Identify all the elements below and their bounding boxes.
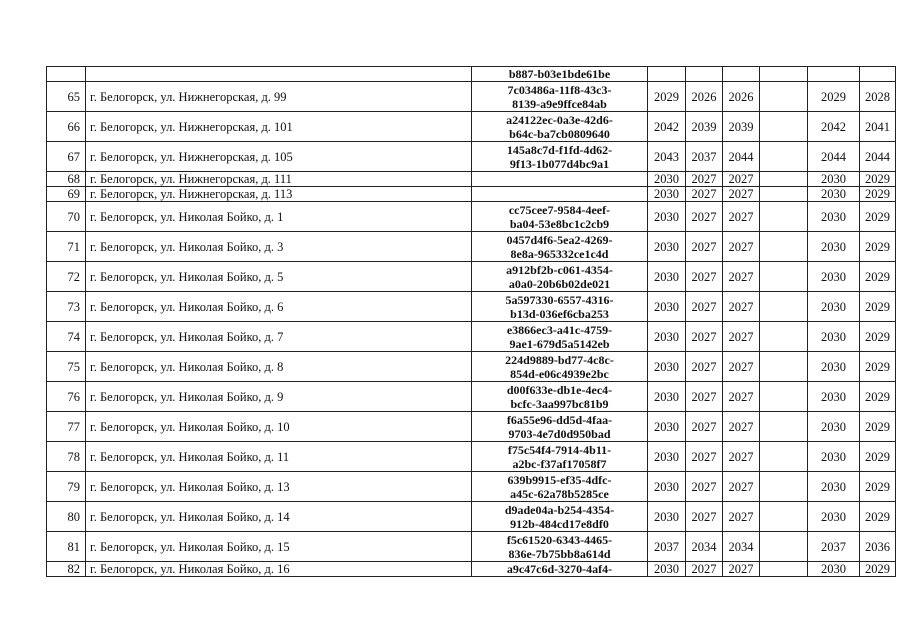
year-cell-5: 2030	[808, 292, 860, 322]
year-cell-2	[686, 67, 723, 82]
guid-cell	[472, 232, 648, 262]
year-cell-1: 2030	[648, 352, 686, 382]
table-row	[47, 502, 896, 532]
document-page	[46, 66, 896, 577]
year-cell-5: 2042	[808, 112, 860, 142]
year-cell-6: 2028	[860, 82, 896, 112]
year-cell-2: 2026	[686, 82, 723, 112]
guid-line-2: 9f13-1b077d4bc9a1	[509, 156, 610, 171]
row-number: 77	[47, 412, 86, 442]
year-cell-2: 2027	[686, 172, 723, 187]
guid-line-1: 0457d4f6-5ea2-4269-	[506, 232, 613, 247]
year-cell-2: 2027	[686, 382, 723, 412]
row-number: 67	[47, 142, 86, 172]
table-row	[47, 322, 896, 352]
year-cell-6: 2029	[860, 412, 896, 442]
year-cell-2: 2027	[686, 202, 723, 232]
guid-cell	[472, 82, 648, 112]
year-cell-1: 2030	[648, 322, 686, 352]
year-cell-3: 2027	[723, 382, 760, 412]
guid-line-2: 8e8a-965332ce1c4d	[510, 246, 609, 261]
row-number: 71	[47, 232, 86, 262]
year-cell-2: 2027	[686, 292, 723, 322]
table-row	[47, 562, 896, 577]
table-row	[47, 382, 896, 412]
address-cell: г. Белогорск, ул. Николая Бойко, д. 1	[86, 202, 472, 232]
year-cell-3: 2027	[723, 292, 760, 322]
guid-cell	[472, 292, 648, 322]
table-row	[47, 262, 896, 292]
guid-line-1: 639b9915-ef35-4dfc-	[507, 472, 612, 487]
row-number: 70	[47, 202, 86, 232]
year-cell-6: 2029	[860, 472, 896, 502]
guid-cell	[472, 202, 648, 232]
year-cell-5: 2030	[808, 172, 860, 187]
guid-line-1: 224d9889-bd77-4c8c-	[505, 352, 614, 367]
year-cell-2: 2034	[686, 532, 723, 562]
guid-line-2: 854d-e06c4939e2bc	[510, 366, 609, 381]
guid-line-1: 5a597330-6557-4316-	[505, 292, 614, 307]
year-cell-6: 2029	[860, 382, 896, 412]
year-cell-5: 2030	[808, 562, 860, 577]
row-number: 80	[47, 502, 86, 532]
year-cell-4	[760, 172, 808, 187]
year-cell-5: 2030	[808, 322, 860, 352]
address-cell	[86, 67, 472, 82]
year-cell-3: 2027	[723, 322, 760, 352]
year-cell-6: 2029	[860, 187, 896, 202]
year-cell-3: 2027	[723, 562, 760, 577]
year-cell-6: 2029	[860, 172, 896, 187]
row-number: 82	[47, 562, 86, 577]
guid-cell	[472, 562, 648, 577]
year-cell-2: 2037	[686, 142, 723, 172]
year-cell-4	[760, 292, 808, 322]
year-cell-1: 2030	[648, 472, 686, 502]
year-cell-3: 2039	[723, 112, 760, 142]
year-cell-2: 2027	[686, 442, 723, 472]
table-row	[47, 232, 896, 262]
year-cell-4	[760, 502, 808, 532]
guid-line-2: b13d-036ef6cba253	[510, 306, 609, 321]
row-number: 78	[47, 442, 86, 472]
year-cell-1: 2030	[648, 232, 686, 262]
guid-cell	[472, 502, 648, 532]
year-cell-5: 2030	[808, 232, 860, 262]
row-number: 73	[47, 292, 86, 322]
year-cell-4	[760, 67, 808, 82]
guid-line-1: a912bf2b-c061-4354-	[506, 262, 613, 277]
year-cell-1: 2037	[648, 532, 686, 562]
houses-table	[46, 66, 896, 577]
year-cell-3: 2027	[723, 262, 760, 292]
row-number: 81	[47, 532, 86, 562]
year-cell-2: 2039	[686, 112, 723, 142]
year-cell-1: 2030	[648, 412, 686, 442]
year-cell-4	[760, 202, 808, 232]
year-cell-6: 2041	[860, 112, 896, 142]
guid-cell	[472, 442, 648, 472]
year-cell-1: 2042	[648, 112, 686, 142]
year-cell-2: 2027	[686, 472, 723, 502]
address-cell: г. Белогорск, ул. Нижнегорская, д. 105	[86, 142, 472, 172]
year-cell-1	[648, 67, 686, 82]
row-number: 65	[47, 82, 86, 112]
year-cell-3: 2027	[723, 232, 760, 262]
table-row	[47, 172, 896, 187]
year-cell-4	[760, 352, 808, 382]
guid-line-2: a45c-62a78b5285ce	[510, 486, 609, 501]
year-cell-6	[860, 67, 896, 82]
year-cell-2: 2027	[686, 232, 723, 262]
year-cell-1: 2030	[648, 187, 686, 202]
year-cell-3	[723, 67, 760, 82]
guid-cell	[472, 142, 648, 172]
year-cell-2: 2027	[686, 187, 723, 202]
address-cell: г. Белогорск, ул. Николая Бойко, д. 3	[86, 232, 472, 262]
year-cell-5: 2044	[808, 142, 860, 172]
year-cell-6: 2029	[860, 352, 896, 382]
year-cell-1: 2030	[648, 292, 686, 322]
table-row	[47, 352, 896, 382]
year-cell-5: 2030	[808, 352, 860, 382]
guid-line-1: d00f633e-db1e-4ec4-	[506, 382, 613, 397]
year-cell-2: 2027	[686, 352, 723, 382]
year-cell-5: 2030	[808, 187, 860, 202]
guid-cell	[472, 112, 648, 142]
year-cell-1: 2030	[648, 262, 686, 292]
row-number: 75	[47, 352, 86, 382]
year-cell-5: 2030	[808, 502, 860, 532]
year-cell-1: 2030	[648, 502, 686, 532]
year-cell-4	[760, 322, 808, 352]
guid-cell	[472, 532, 648, 562]
year-cell-2: 2027	[686, 412, 723, 442]
guid-line-2: 836e-7b75bb8a614d	[508, 546, 611, 561]
table-row	[47, 472, 896, 502]
table-row	[47, 67, 896, 82]
year-cell-5: 2030	[808, 202, 860, 232]
year-cell-4	[760, 472, 808, 502]
year-cell-6: 2029	[860, 232, 896, 262]
guid-line-1: 145a8c7d-f1fd-4d62-	[506, 142, 613, 157]
guid-line-1: cc75cee7-9584-4eef-	[508, 202, 611, 217]
address-cell: г. Белогорск, ул. Николая Бойко, д. 7	[86, 322, 472, 352]
year-cell-4	[760, 562, 808, 577]
guid-line-1: 7c03486a-11f8-43c3-	[507, 82, 612, 97]
table-row	[47, 142, 896, 172]
year-cell-6: 2029	[860, 202, 896, 232]
year-cell-1: 2030	[648, 382, 686, 412]
year-cell-6: 2029	[860, 562, 896, 577]
guid-line-1: f5c61520-6343-4465-	[506, 532, 613, 547]
year-cell-4	[760, 232, 808, 262]
guid-line-2: bcfc-3aa997bc81b9	[510, 396, 609, 411]
address-cell: г. Белогорск, ул. Николая Бойко, д. 11	[86, 442, 472, 472]
year-cell-3: 2027	[723, 172, 760, 187]
year-cell-2: 2027	[686, 562, 723, 577]
address-cell: г. Белогорск, ул. Николая Бойко, д. 10	[86, 412, 472, 442]
guid-cell	[472, 322, 648, 352]
table-row	[47, 292, 896, 322]
year-cell-4	[760, 262, 808, 292]
table-row	[47, 532, 896, 562]
guid-line-2: 912b-484cd17e8df0	[510, 516, 609, 531]
year-cell-5: 2030	[808, 382, 860, 412]
year-cell-4	[760, 112, 808, 142]
guid-cell	[472, 352, 648, 382]
table-body	[47, 67, 896, 577]
year-cell-5: 2037	[808, 532, 860, 562]
table-row	[47, 82, 896, 112]
guid-line-2: 8139-a9e9ffce84ab	[512, 96, 607, 111]
year-cell-5: 2030	[808, 262, 860, 292]
row-number: 68	[47, 172, 86, 187]
year-cell-5: 2030	[808, 472, 860, 502]
row-number: 69	[47, 187, 86, 202]
year-cell-5: 2030	[808, 412, 860, 442]
row-number: 76	[47, 382, 86, 412]
year-cell-3: 2026	[723, 82, 760, 112]
year-cell-6: 2029	[860, 322, 896, 352]
year-cell-6: 2029	[860, 502, 896, 532]
guid-cell	[472, 412, 648, 442]
table-row	[47, 442, 896, 472]
year-cell-3: 2027	[723, 502, 760, 532]
guid-line-2: ba04-53e8bc1c2cb9	[509, 216, 610, 231]
year-cell-1: 2030	[648, 442, 686, 472]
address-cell: г. Белогорск, ул. Нижнегорская, д. 99	[86, 82, 472, 112]
year-cell-1: 2030	[648, 172, 686, 187]
table-row	[47, 112, 896, 142]
year-cell-2: 2027	[686, 502, 723, 532]
year-cell-6: 2029	[860, 292, 896, 322]
row-number: 74	[47, 322, 86, 352]
guid-line-1: b887-b03e1bde61be	[508, 67, 611, 81]
year-cell-4	[760, 442, 808, 472]
row-number: 66	[47, 112, 86, 142]
guid-line-1: a9c47c6d-3270-4af4-	[506, 562, 613, 576]
year-cell-4	[760, 382, 808, 412]
table-row	[47, 187, 896, 202]
address-cell: г. Белогорск, ул. Николая Бойко, д. 6	[86, 292, 472, 322]
guid-line-1: d9ade04a-b254-4354-	[504, 502, 615, 517]
year-cell-4	[760, 412, 808, 442]
year-cell-1: 2029	[648, 82, 686, 112]
address-cell: г. Белогорск, ул. Николая Бойко, д. 16	[86, 562, 472, 577]
year-cell-3: 2044	[723, 142, 760, 172]
year-cell-1: 2030	[648, 562, 686, 577]
year-cell-3: 2027	[723, 412, 760, 442]
year-cell-6: 2036	[860, 532, 896, 562]
year-cell-3: 2034	[723, 532, 760, 562]
row-number: 72	[47, 262, 86, 292]
year-cell-6: 2029	[860, 262, 896, 292]
table-row	[47, 202, 896, 232]
address-cell: г. Белогорск, ул. Николая Бойко, д. 8	[86, 352, 472, 382]
row-number: 79	[47, 472, 86, 502]
year-cell-1: 2043	[648, 142, 686, 172]
address-cell: г. Белогорск, ул. Николая Бойко, д. 14	[86, 502, 472, 532]
address-cell: г. Белогорск, ул. Николая Бойко, д. 5	[86, 262, 472, 292]
row-number	[47, 67, 86, 82]
address-cell: г. Белогорск, ул. Николая Бойко, д. 9	[86, 382, 472, 412]
address-cell: г. Белогорск, ул. Николая Бойко, д. 15	[86, 532, 472, 562]
year-cell-1: 2030	[648, 202, 686, 232]
year-cell-4	[760, 187, 808, 202]
year-cell-3: 2027	[723, 472, 760, 502]
guid-cell	[472, 172, 648, 187]
guid-line-2: 9703-4e7d0d950bad	[508, 426, 611, 441]
address-cell: г. Белогорск, ул. Нижнегорская, д. 101	[86, 112, 472, 142]
year-cell-5: 2030	[808, 442, 860, 472]
year-cell-3: 2027	[723, 187, 760, 202]
guid-line-2: 9ae1-679d5a5142eb	[509, 336, 610, 351]
guid-cell	[472, 382, 648, 412]
address-cell: г. Белогорск, ул. Нижнегорская, д. 111	[86, 172, 472, 187]
guid-line-1: f75c54f4-7914-4b11-	[507, 442, 612, 457]
year-cell-3: 2027	[723, 352, 760, 382]
year-cell-3: 2027	[723, 442, 760, 472]
year-cell-5	[808, 67, 860, 82]
year-cell-2: 2027	[686, 322, 723, 352]
guid-line-1: f6a55e96-dd5d-4faa-	[506, 412, 613, 427]
year-cell-2: 2027	[686, 262, 723, 292]
year-cell-6: 2044	[860, 142, 896, 172]
address-cell: г. Белогорск, ул. Николая Бойко, д. 13	[86, 472, 472, 502]
guid-line-2: a0a0-20b6b02de021	[508, 276, 611, 291]
table-row	[47, 412, 896, 442]
guid-cell	[472, 472, 648, 502]
year-cell-4	[760, 142, 808, 172]
guid-line-1: e3866ec3-a41c-4759-	[506, 322, 613, 337]
year-cell-5: 2029	[808, 82, 860, 112]
year-cell-4	[760, 532, 808, 562]
year-cell-6: 2029	[860, 442, 896, 472]
guid-cell	[472, 187, 648, 202]
guid-line-2: b64c-ba7cb0809640	[509, 126, 610, 141]
address-cell: г. Белогорск, ул. Нижнегорская, д. 113	[86, 187, 472, 202]
guid-line-1: a24122ec-0a3e-42d6-	[506, 112, 613, 127]
guid-line-2: a2bc-f37af17058f7	[512, 456, 607, 471]
guid-cell	[472, 262, 648, 292]
guid-cell	[472, 67, 648, 82]
year-cell-3: 2027	[723, 202, 760, 232]
year-cell-4	[760, 82, 808, 112]
